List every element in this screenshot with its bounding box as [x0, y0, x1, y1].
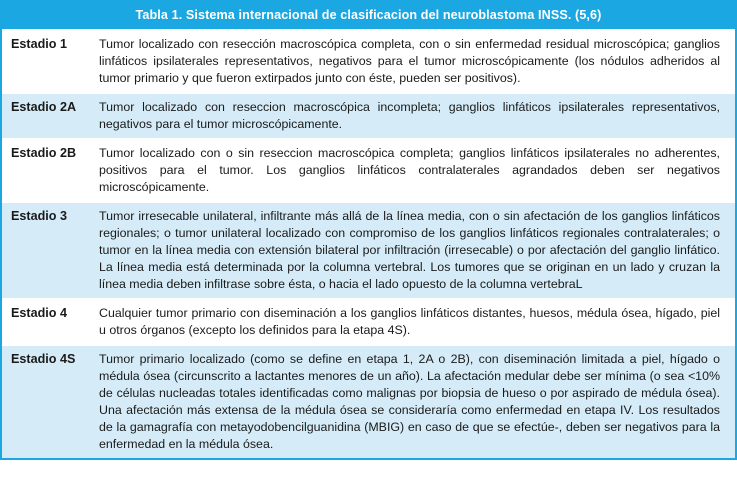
stage-description: Cualquier tumor primario con diseminación a los ganglios linfáticos distantes, huesos, médula ósea, hígado, piel u otros órganos (excepto los definidos para la etapa 4S). — [99, 306, 720, 337]
stage-label: Estadio 3 — [11, 209, 67, 223]
stage-label: Estadio 2B — [11, 146, 77, 160]
table-row — [2, 138, 735, 201]
stage-description: Tumor localizado con resección macroscópica completa, con o sin enfermedad residual microscópica; ganglios linfáticos ipsilaterales representativos, negativos para el tumor microscópicamente (los nódulos adheridos al tumor primario y que fueron extirpados junto con éste, pueden ser positivos). — [99, 37, 720, 85]
stage-label: Estadio 1 — [11, 37, 67, 51]
stage-description: Tumor primario localizado (como se define en etapa 1, 2A o 2B), con diseminación limitada a piel, hígado o médula ósea (circunscrito a lactantes menores de un año). La afectación medular debe ser mínima (o sea <10% de células nucleadas totales identificadas como malignas por biopsia de hueso o por aspirado de médula ósea). Una afectación más extensa de la médula ósea se consideraría como enfermedad en etapa IV. Los resultados de la gamagrafía con metayodobencilguanidina (MBIG) en caso de que se efectúe-, deben ser negativos para la enfermedad en la médula ósea. — [99, 352, 720, 451]
table-row — [2, 92, 735, 138]
stage-label: Estadio 4S — [11, 352, 76, 366]
table-title: Tabla 1. Sistema internacional de clasificacion del neuroblastoma INSS. (5,6) — [2, 2, 735, 29]
stage-description: Tumor localizado con o sin reseccion macroscópica completa; ganglios linfáticos ipsilaterales no adherentes, positivos para el tumor. Los ganglios linfáticos contralaterales agrandados deben ser negativos microscópicamente. — [99, 146, 720, 194]
table-row — [2, 344, 735, 458]
table-row — [2, 29, 735, 92]
stage-label: Estadio 2A — [11, 100, 77, 114]
stage-description: Tumor localizado con reseccion macroscópica incompleta; ganglios linfáticos ipsilaterales representativos, negativos para el tumor microscópicamente. — [99, 100, 720, 131]
stage-label: Estadio 4 — [11, 306, 67, 320]
table-body — [2, 29, 735, 458]
table-row — [2, 201, 735, 298]
table-row — [2, 298, 735, 344]
stage-description: Tumor irresecable unilateral, infiltrante más allá de la línea media, con o sin afectación de los ganglios linfáticos regionales; o tumor unilateral localizado con compromiso de los ganglios linfáticos regionales contralaterales; o tumor en la línea media con extensión bilateral por infiltración (irresecable) o por afectación del ganglio linfático. La línea media está determinada por la columna vertebral. Los tumores que se originan en un lado y cruzan la línea media deben infiltrase sobre ésta, o hacia el lado opuesto de la columna vertebraL — [99, 209, 720, 291]
